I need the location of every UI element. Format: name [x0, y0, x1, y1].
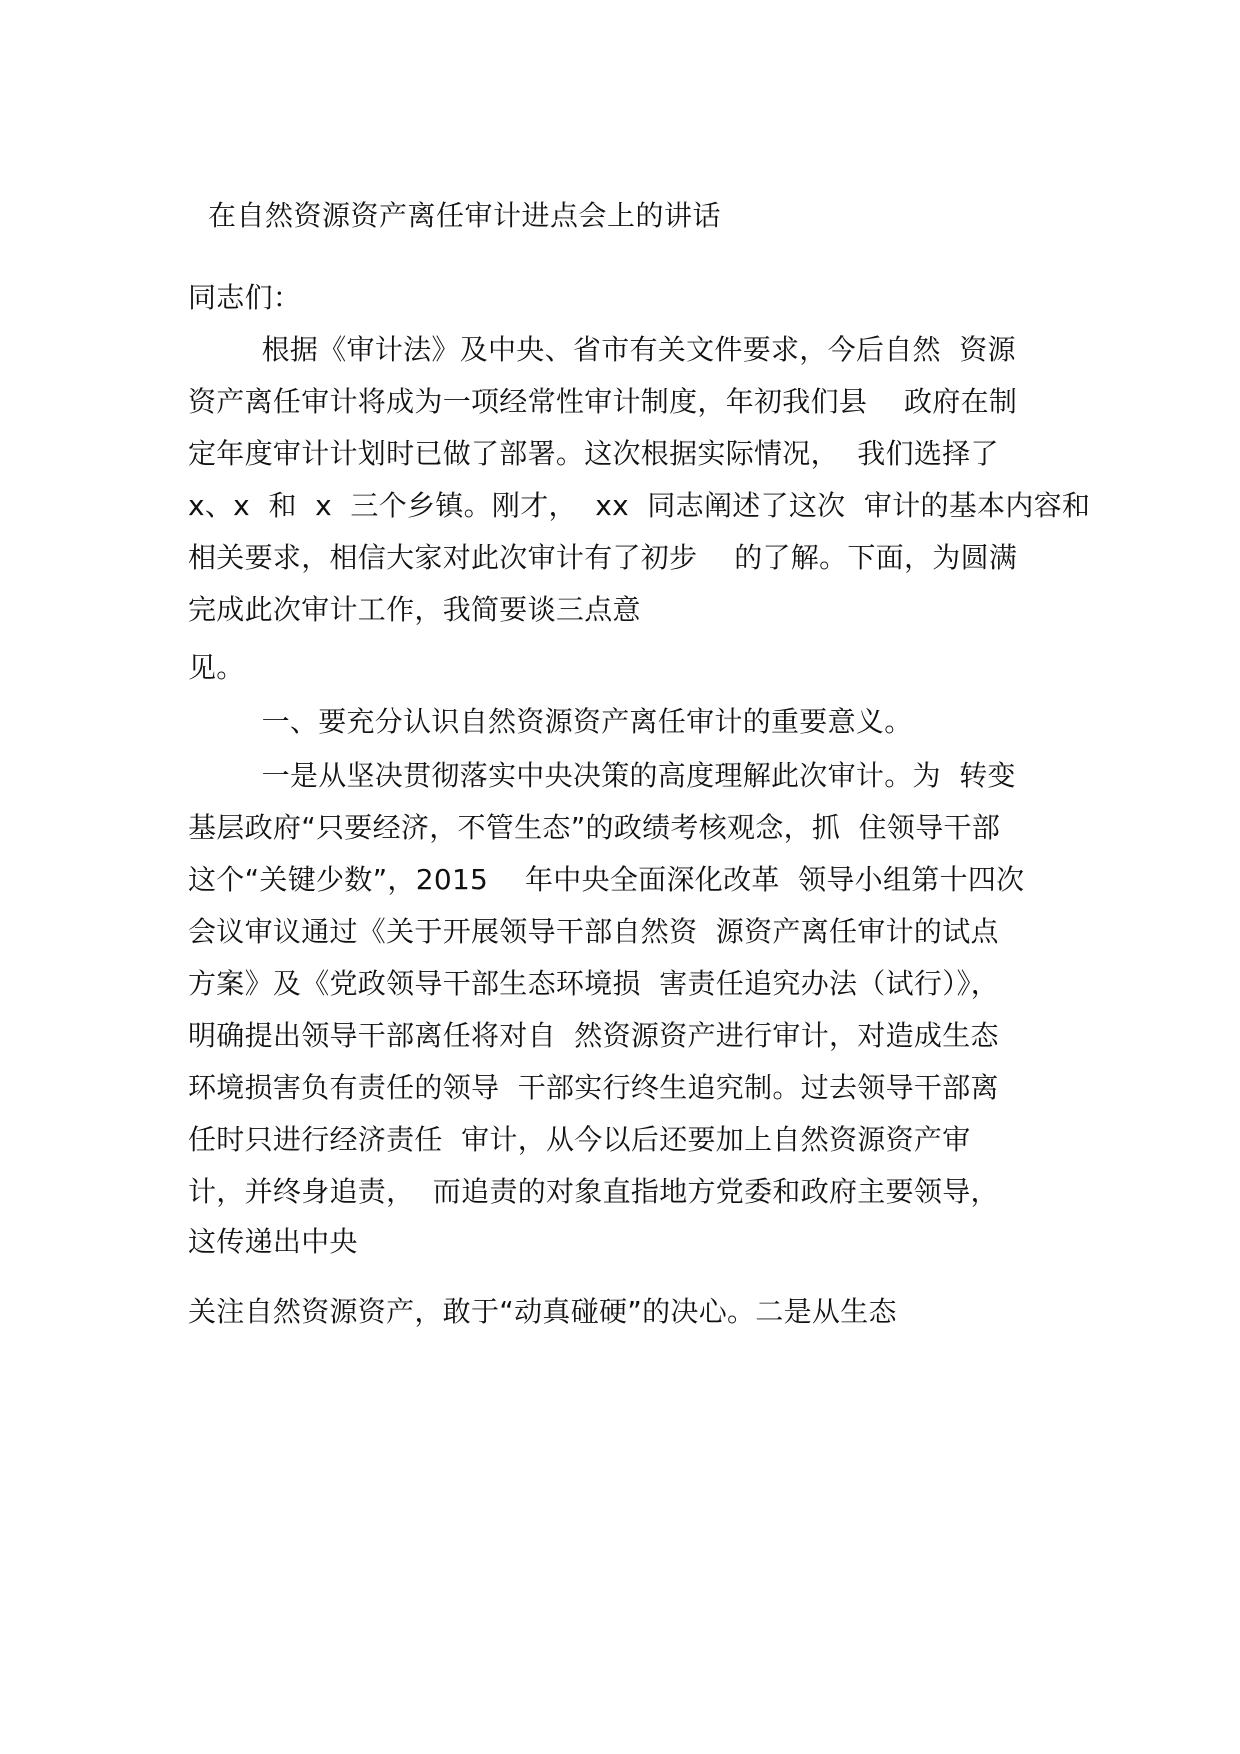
paragraph-line: 定年度审计计划时已做了部署。这次根据实际情况， 我们选择了 [188, 437, 999, 470]
paragraph-line: x、x 和 x 三个乡镇。刚才， xx 同志阐述了这次 审计的基本内容和 [188, 489, 1091, 522]
paragraph-line: 关注自然资源资产，敢于“动真碰硬”的决心。二是从生态 [188, 1295, 897, 1328]
section-heading: 一、要充分认识自然资源资产离任审计的重要意义。 [188, 705, 913, 738]
paragraph-line: 明确提出领导干部离任将对自 然资源资产进行审计，对造成生态 [188, 1019, 999, 1052]
paragraph-line: 这传递出中央 [188, 1225, 358, 1258]
paragraph-line: 会议审议通过《关于开展领导干部自然资 源资产离任审计的试点 [188, 915, 999, 948]
paragraph-line: 方案》及《党政领导干部生态环境损 害责任追究办法（试行）》， [188, 967, 1000, 1000]
paragraph-line: 基层政府“只要经济，不管生态”的政绩考核观念，抓 住领导干部 [188, 811, 1001, 844]
paragraph-line: 计，并终身追责， 而追责的对象直指地方党委和政府主要领导， [188, 1175, 999, 1208]
paragraph-line: 这个“关键少数”，2015 年中央全面深化改革 领导小组第十四次 [188, 863, 1025, 896]
paragraph-line: 环境损害负有责任的领导 干部实行终生追究制。过去领导干部离 [188, 1071, 999, 1104]
paragraph-line: 根据《审计法》及中央、省市有关文件要求，今后自然 资源 [188, 333, 1016, 366]
document-title: 在自然资源资产离任审计进点会上的讲话 [208, 199, 722, 232]
paragraph-line: 相关要求，相信大家对此次审计有了初步 的了解。下面，为圆满 [188, 541, 1018, 574]
paragraph-line: 任时只进行经济责任 审计，从今以后还要加上自然资源资产审 [188, 1123, 971, 1156]
paragraph-line: 一是从坚决贯彻落实中央决策的高度理解此次审计。为 转变 [188, 759, 1016, 792]
paragraph-line: 资产离任审计将成为一项经常性审计制度，年初我们县 政府在制 [188, 385, 1018, 418]
paragraph-line: 见。 [188, 651, 245, 684]
salutation: 同志们： [188, 281, 302, 314]
paragraph-line: 完成此次审计工作，我简要谈三点意 [188, 593, 641, 626]
